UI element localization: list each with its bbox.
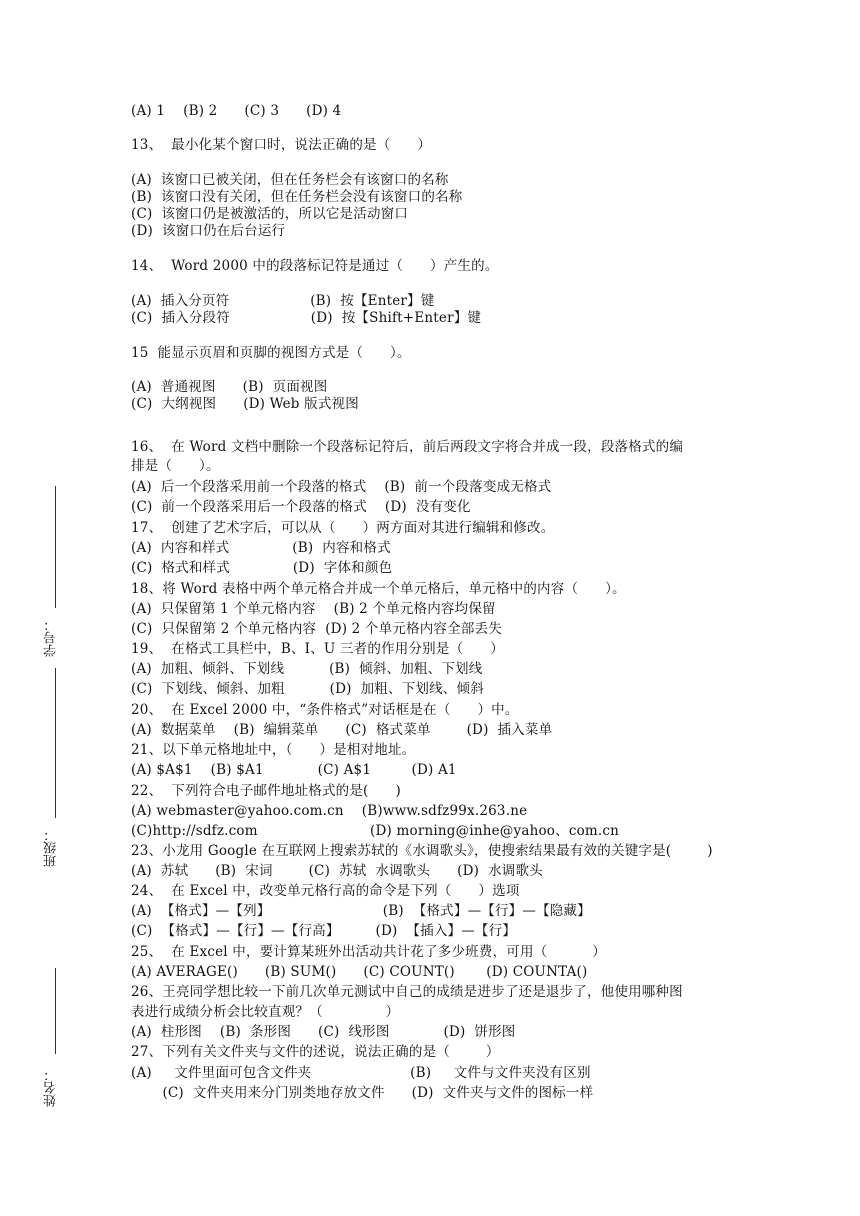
question-text-line: (C) 前一个段落采用后一个段落的格式 (D) 没有变化 bbox=[131, 499, 471, 515]
class-line bbox=[55, 668, 56, 818]
question-text-line: 18、将 Word 表格中两个单元格合并成一个单元格后，单元格中的内容（ ）。 bbox=[131, 581, 626, 597]
question-text-line: (A) 只保留第 1 个单元格内容 (B) 2 个单元格内容均保留 bbox=[131, 601, 496, 617]
question-text-line: (C) 该窗口仍是被激活的，所以它是活动窗口 bbox=[131, 206, 409, 222]
question-text-line: (A) 柱形图 (B) 条形图 (C) 线形图 (D) 饼形图 bbox=[131, 1024, 516, 1040]
question-text-line: (A) 1 (B) 2 (C) 3 (D) 4 bbox=[131, 103, 342, 119]
question-text-line: (C) 大纲视图 (D) Web 版式视图 bbox=[131, 396, 359, 412]
question-text-line: 20、 在 Excel 2000 中，“条件格式”对话框是在（ ）中。 bbox=[131, 702, 519, 718]
question-text-line: (C)http://sdfz.com (D) morning@inhe@yahoo、com.cn bbox=[131, 823, 620, 839]
question-text-line: 14、 Word 2000 中的段落标记符是通过（ ）产生的。 bbox=[131, 258, 499, 274]
question-text-line: 17、 创建了艺术字后，可以从（ ）两方面对其进行编辑和修改。 bbox=[131, 520, 555, 536]
question-text-line: (A) 【格式】—【列】 (B) 【格式】—【行】—【隐藏】 bbox=[131, 903, 591, 919]
question-text-line: (C) 下划线、倾斜、加粗 (D) 加粗、下划线、倾斜 bbox=[131, 681, 484, 697]
question-text-line: (A) 该窗口已被关闭，但在任务栏会有该窗口的名称 bbox=[131, 172, 449, 188]
question-text-line: (A) 数据菜单 (B) 编辑菜单 (C) 格式菜单 (D) 插入菜单 bbox=[131, 722, 553, 738]
question-text-line: 21、以下单元格地址中，（ ）是相对地址。 bbox=[131, 742, 416, 758]
question-text-line: (A) 加粗、倾斜、下划线 (B) 倾斜、加粗、下划线 bbox=[131, 661, 483, 677]
question-text-line: 排是（ ）。 bbox=[131, 458, 220, 474]
student-id-label: 学号： bbox=[44, 618, 59, 657]
question-text-line: 27、下列有关文件夹与文件的述说，说法正确的是（ ） bbox=[131, 1044, 500, 1060]
question-text-line: (A) 普通视图 (B) 页面视图 bbox=[131, 379, 328, 395]
question-text-line: (D) 该窗口仍在后台运行 bbox=[131, 223, 286, 239]
class-label: 班级： bbox=[44, 828, 59, 867]
question-text-line: 13、 最小化某个窗口时，说法正确的是（ ） bbox=[131, 137, 432, 153]
question-text-line: 26、王亮同学想比较一下前几次单元测试中自己的成绩是进步了还是退步了，他使用哪种图 bbox=[131, 984, 683, 1000]
question-text-line: 16、 在 Word 文档中删除一个段落标记符后，前后两段文字将合并成一段，段落格式的编 bbox=[131, 439, 684, 455]
question-text-line: (A) 内容和样式 (B) 内容和格式 bbox=[131, 540, 391, 556]
question-text-line: (C) 格式和样式 (D) 字体和颜色 bbox=[131, 560, 393, 576]
question-text-line: 24、 在 Excel 中，改变单元格行高的命令是下列（ ）选项 bbox=[131, 883, 520, 899]
name-line bbox=[55, 968, 56, 1054]
question-text-line: (C) 插入分段符 (D) 按【Shift+Enter】键 bbox=[131, 310, 482, 326]
question-text-line: (A) 后一个段落采用前一个段落的格式 (B) 前一个段落变成无格式 bbox=[131, 479, 552, 495]
question-text-line: (B) 该窗口没有关闭，但在任务栏会没有该窗口的名称 bbox=[131, 189, 463, 205]
question-text-line: 22、 下列符合电子邮件地址格式的是( ) bbox=[131, 783, 401, 799]
question-text-line: 19、 在格式工具栏中，B、I、U 三者的作用分别是（ ） bbox=[131, 641, 504, 657]
question-text-line: (A) 文件里面可包含文件夹 (B) 文件与文件夹没有区别 bbox=[131, 1065, 591, 1081]
question-text-line: (C) 只保留第 2 个单元格内容 (D) 2 个单元格内容全部丢失 bbox=[131, 621, 502, 637]
question-text-line: (C) 文件夹用来分门别类地存放文件 (D) 文件夹与文件的图标一样 bbox=[131, 1085, 594, 1101]
question-text-line: 15 能显示页眉和页脚的视图方式是（ ）。 bbox=[131, 345, 411, 361]
question-text-line: 23、小龙用 Google 在互联网上搜索苏轼的《水调歌头》，使搜索结果最有效的关键字是( ) bbox=[131, 843, 713, 859]
question-text-line: 表进行成绩分析会比较直观？（ ） bbox=[131, 1004, 400, 1020]
question-text-line: (A) 插入分页符 (B) 按【Enter】键 bbox=[131, 293, 435, 309]
question-text-line: 25、 在 Excel 中，要计算某班外出活动共计花了多少班费，可用（ ） bbox=[131, 944, 606, 960]
student-id-line bbox=[55, 486, 56, 608]
question-text-line: (A) $A$1 (B) $A1 (C) A$1 (D) A1 bbox=[131, 762, 457, 778]
question-text-line: (A) webmaster@yahoo.com.cn (B)www.sdfz99x.263.ne bbox=[131, 803, 528, 819]
question-text-line: (A) 苏轼 (B) 宋词 (C) 苏轼 水调歌头 (D) 水调歌头 bbox=[131, 863, 543, 879]
question-text-line: (C) 【格式】—【行】—【行高】 (D) 【插入】—【行】 bbox=[131, 923, 517, 939]
name-label: 姓名： bbox=[44, 1068, 59, 1107]
question-text-line: (A) AVERAGE() (B) SUM() (C) COUNT() (D) COUNTA() bbox=[131, 964, 588, 980]
